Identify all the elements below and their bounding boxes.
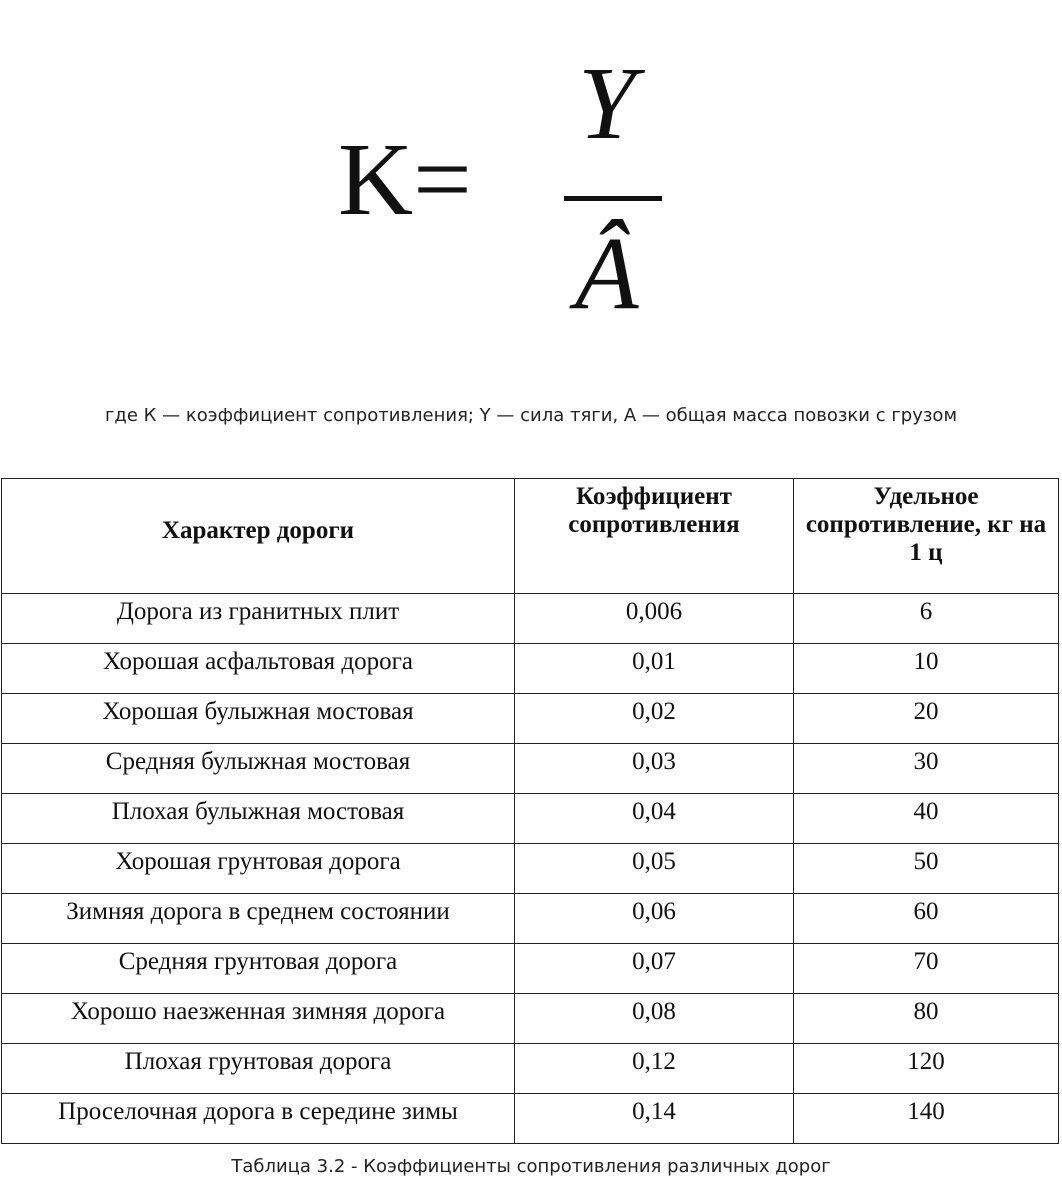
header-coefficient: Коэффициент сопротивления <box>515 479 794 594</box>
cell-road-type: Хорошая асфальтовая дорога <box>2 644 515 694</box>
cell-specific-resistance: 40 <box>794 794 1059 844</box>
cell-specific-resistance: 140 <box>794 1094 1059 1144</box>
cell-road-type: Хорошо наезженная зимняя дорога <box>2 994 515 1044</box>
table-row <box>2 994 1059 1044</box>
cell-specific-resistance: 60 <box>794 894 1059 944</box>
cell-specific-resistance: 6 <box>794 594 1059 644</box>
cell-specific-resistance: 20 <box>794 694 1059 744</box>
cell-coefficient: 0,006 <box>515 594 794 644</box>
cell-specific-resistance: 50 <box>794 844 1059 894</box>
cell-coefficient: 0,14 <box>515 1094 794 1144</box>
cell-road-type: Средняя грунтовая дорога <box>2 944 515 994</box>
cell-specific-resistance: 30 <box>794 744 1059 794</box>
cell-coefficient: 0,08 <box>515 994 794 1044</box>
cell-coefficient: 0,06 <box>515 894 794 944</box>
cell-coefficient: 0,05 <box>515 844 794 894</box>
formula-denominator: Â <box>575 216 639 331</box>
cell-coefficient: 0,07 <box>515 944 794 994</box>
cell-specific-resistance: 120 <box>794 1044 1059 1094</box>
resistance-table <box>1 478 1059 1144</box>
cell-coefficient: 0,02 <box>515 694 794 744</box>
formula-lhs: K= <box>338 122 472 237</box>
cell-road-type: Плохая булыжная мостовая <box>2 794 515 844</box>
cell-road-type: Дорога из гранитных плит <box>2 594 515 644</box>
cell-road-type: Средняя булыжная мостовая <box>2 744 515 794</box>
table-row <box>2 644 1059 694</box>
cell-coefficient: 0,01 <box>515 644 794 694</box>
header-specific-resistance: Удельное сопротивление, кг на 1 ц <box>794 479 1059 594</box>
cell-coefficient: 0,03 <box>515 744 794 794</box>
cell-road-type: Плохая грунтовая дорога <box>2 1044 515 1094</box>
table-header-row <box>2 479 1059 594</box>
table-row <box>2 894 1059 944</box>
cell-coefficient: 0,12 <box>515 1044 794 1094</box>
table-row <box>2 1044 1059 1094</box>
table-caption: Таблица 3.2 - Коэффициенты сопротивления различных дорог <box>231 1156 831 1177</box>
cell-specific-resistance: 70 <box>794 944 1059 994</box>
table-row <box>2 594 1059 644</box>
table-row <box>2 694 1059 744</box>
cell-specific-resistance: 80 <box>794 994 1059 1044</box>
formula-caption: где К — коэффициент сопротивления; Y — сила тяги, А — общая масса повозки с грузом <box>104 405 958 426</box>
cell-road-type: Проселочная дорога в середине зимы <box>2 1094 515 1144</box>
cell-specific-resistance: 10 <box>794 644 1059 694</box>
table-row <box>2 844 1059 894</box>
formula <box>0 0 1062 380</box>
cell-road-type: Хорошая булыжная мостовая <box>2 694 515 744</box>
header-road-type: Характер дороги <box>2 479 515 594</box>
table-row <box>2 794 1059 844</box>
cell-road-type: Зимняя дорога в среднем состоянии <box>2 894 515 944</box>
cell-road-type: Хорошая грунтовая дорога <box>2 844 515 894</box>
fraction-bar <box>564 196 662 201</box>
table-row <box>2 744 1059 794</box>
table-row <box>2 944 1059 994</box>
cell-coefficient: 0,04 <box>515 794 794 844</box>
table-row <box>2 1094 1059 1144</box>
formula-numerator: Y <box>578 46 636 161</box>
